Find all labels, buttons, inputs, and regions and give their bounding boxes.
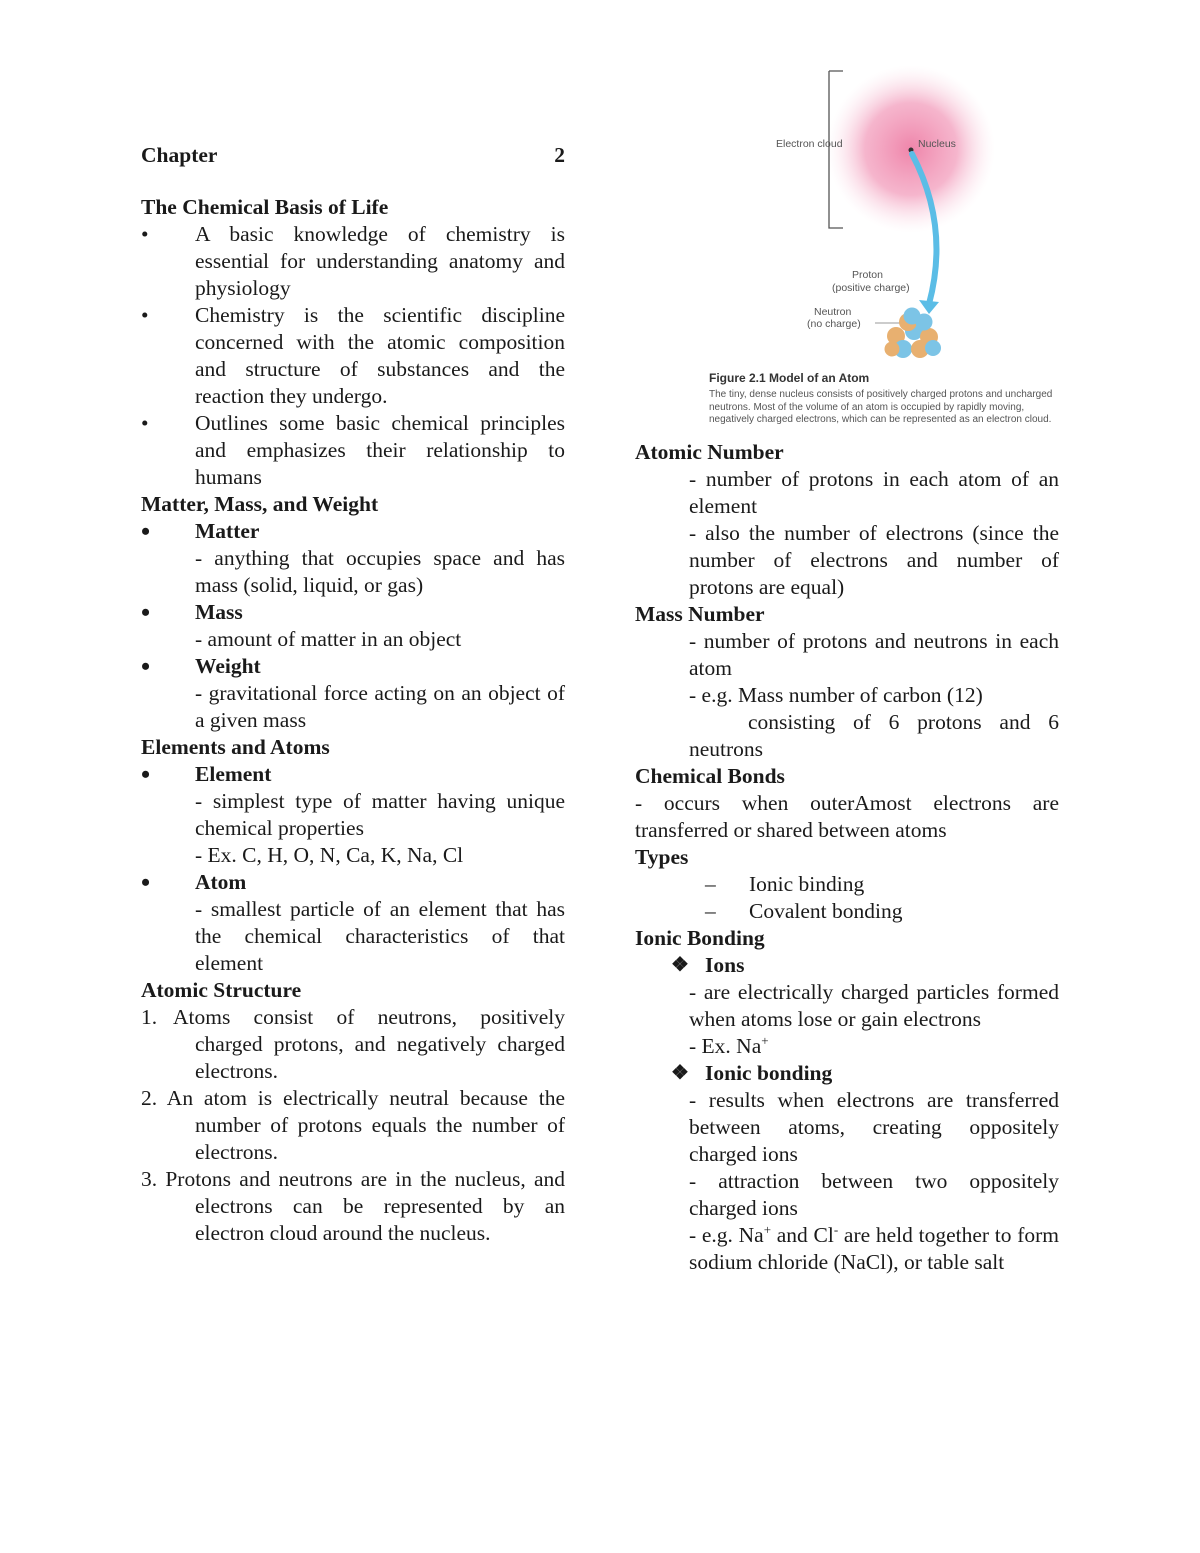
diamond-bullet-icon: ❖ xyxy=(671,1062,689,1084)
label-proton: Proton xyxy=(852,269,883,281)
definition-matter: - anything that occupies space and has mass (solid, liquid, or gas) xyxy=(195,546,565,597)
list-item: – Ionic binding xyxy=(705,872,865,896)
definition-element: - simplest type of matter having unique chemical properties xyxy=(195,789,565,840)
list-item: • Chemistry is the scientific discipline concerned with the atomic composition and structure of substances and the reaction they undergo. xyxy=(141,303,565,408)
definition-ions: - are electrically charged particles formed when atoms lose or gain electrons xyxy=(689,980,1059,1031)
nucleus-cluster xyxy=(885,308,942,359)
diamond-bullet-icon: ❖ xyxy=(671,954,689,976)
list-item: – Covalent bonding xyxy=(705,899,903,923)
section-title-chemical-bonds: Chemical Bonds xyxy=(635,764,785,788)
label-neutron: Neutron xyxy=(814,306,852,318)
numbered-item: 2. An atom is electrically neutral because the number of protons equals the number of electrons. xyxy=(141,1086,565,1164)
term-atom: • Atom xyxy=(141,868,247,897)
numbered-item: 3. Protons and neutrons are in the nucleus, and electrons can be represented by an electron cloud around the nucleus. xyxy=(141,1167,565,1245)
definition-mass: - amount of matter in an object xyxy=(195,627,462,651)
definition-atomic-number-2: - also the number of electrons (since the number of electrons and number of protons are equal) xyxy=(689,521,1059,599)
definition-weight: - gravitational force acting on an object of a given mass xyxy=(195,681,565,732)
definition-mass-number: - number of protons and neutrons in each atom xyxy=(689,629,1059,680)
list-item: • Outlines some basic chemical principles and emphasizes their relationship to humans xyxy=(141,411,565,489)
term-weight: • Weight xyxy=(141,652,261,681)
example-mass-number: - e.g. Mass number of carbon (12) xyxy=(689,683,983,707)
atom-diagram xyxy=(700,66,1070,366)
section-title-chemical-basis: The Chemical Basis of Life xyxy=(141,195,389,219)
definition-ionic-bonding: - results when electrons are transferred between atoms, creating oppositely charged ions xyxy=(689,1088,1059,1166)
term-ionic-bonding: ❖ Ionic bonding xyxy=(671,1061,833,1085)
example-ions: - Ex. Na+ xyxy=(689,1032,769,1058)
section-title-elements: Elements and Atoms xyxy=(141,735,330,759)
section-title-atomic-structure: Atomic Structure xyxy=(141,978,302,1002)
term-mass: • Mass xyxy=(141,598,243,627)
right-column xyxy=(635,439,1059,1276)
section-title-atomic-number: Atomic Number xyxy=(635,440,784,464)
term-matter: • Matter xyxy=(141,517,260,546)
numbered-item: 1. Atoms consist of neutrons, positively charged protons, and negatively charged electrons. xyxy=(141,1005,565,1083)
definition-ionic-bonding-2: - attraction between two oppositely charged ions xyxy=(689,1169,1059,1220)
section-title-matter: Matter, Mass, and Weight xyxy=(141,492,379,516)
left-column xyxy=(141,142,565,1247)
chapter-heading xyxy=(141,142,565,169)
figure-caption-title: Figure 2.1 Model of an Atom xyxy=(709,371,870,385)
zoom-arrowhead xyxy=(919,300,939,314)
example-mass-number-cont: consisting of 6 protons and 6 neutrons xyxy=(689,710,1059,761)
definition-atom: - smallest particle of an element that has the chemical characteristics of that element xyxy=(195,897,565,975)
section-title-mass-number: Mass Number xyxy=(635,602,765,626)
label-nucleus: Nucleus xyxy=(918,138,956,150)
example-ionic-bonding: - e.g. Na+ and Cl- are held together to form sodium chloride (NaCl), or table salt xyxy=(689,1221,1059,1274)
list-item: • A basic knowledge of chemistry is essential for understanding anatomy and physiology xyxy=(141,222,565,300)
example-element: - Ex. C, H, O, N, Ca, K, Na, Cl xyxy=(195,843,464,867)
label-neutron-charge: (no charge) xyxy=(807,318,861,330)
definition-atomic-number: - number of protons in each atom of an element xyxy=(689,467,1059,518)
definition-chemical-bonds: - occurs when outerAmost electrons are transferred or shared between atoms xyxy=(635,791,1059,842)
atom-model-figure xyxy=(700,66,1070,432)
term-element: • Element xyxy=(141,760,272,789)
figure-caption-text: The tiny, dense nucleus consists of positively charged protons and uncharged neutrons. Most of the volume of an atom is occupied by rapidly moving, negatively charged electrons, which can be represented as an electron cloud. xyxy=(709,389,1053,425)
chapter-number: 2 xyxy=(554,143,565,167)
chapter-label: Chapter xyxy=(141,143,218,167)
label-electron-cloud: Electron cloud xyxy=(776,138,843,150)
label-proton-charge: (positive charge) xyxy=(832,282,910,294)
section-title-ionic-bonding: Ionic Bonding xyxy=(635,926,765,950)
types-title: Types xyxy=(635,845,689,869)
term-ions: ❖ Ions xyxy=(671,953,745,977)
